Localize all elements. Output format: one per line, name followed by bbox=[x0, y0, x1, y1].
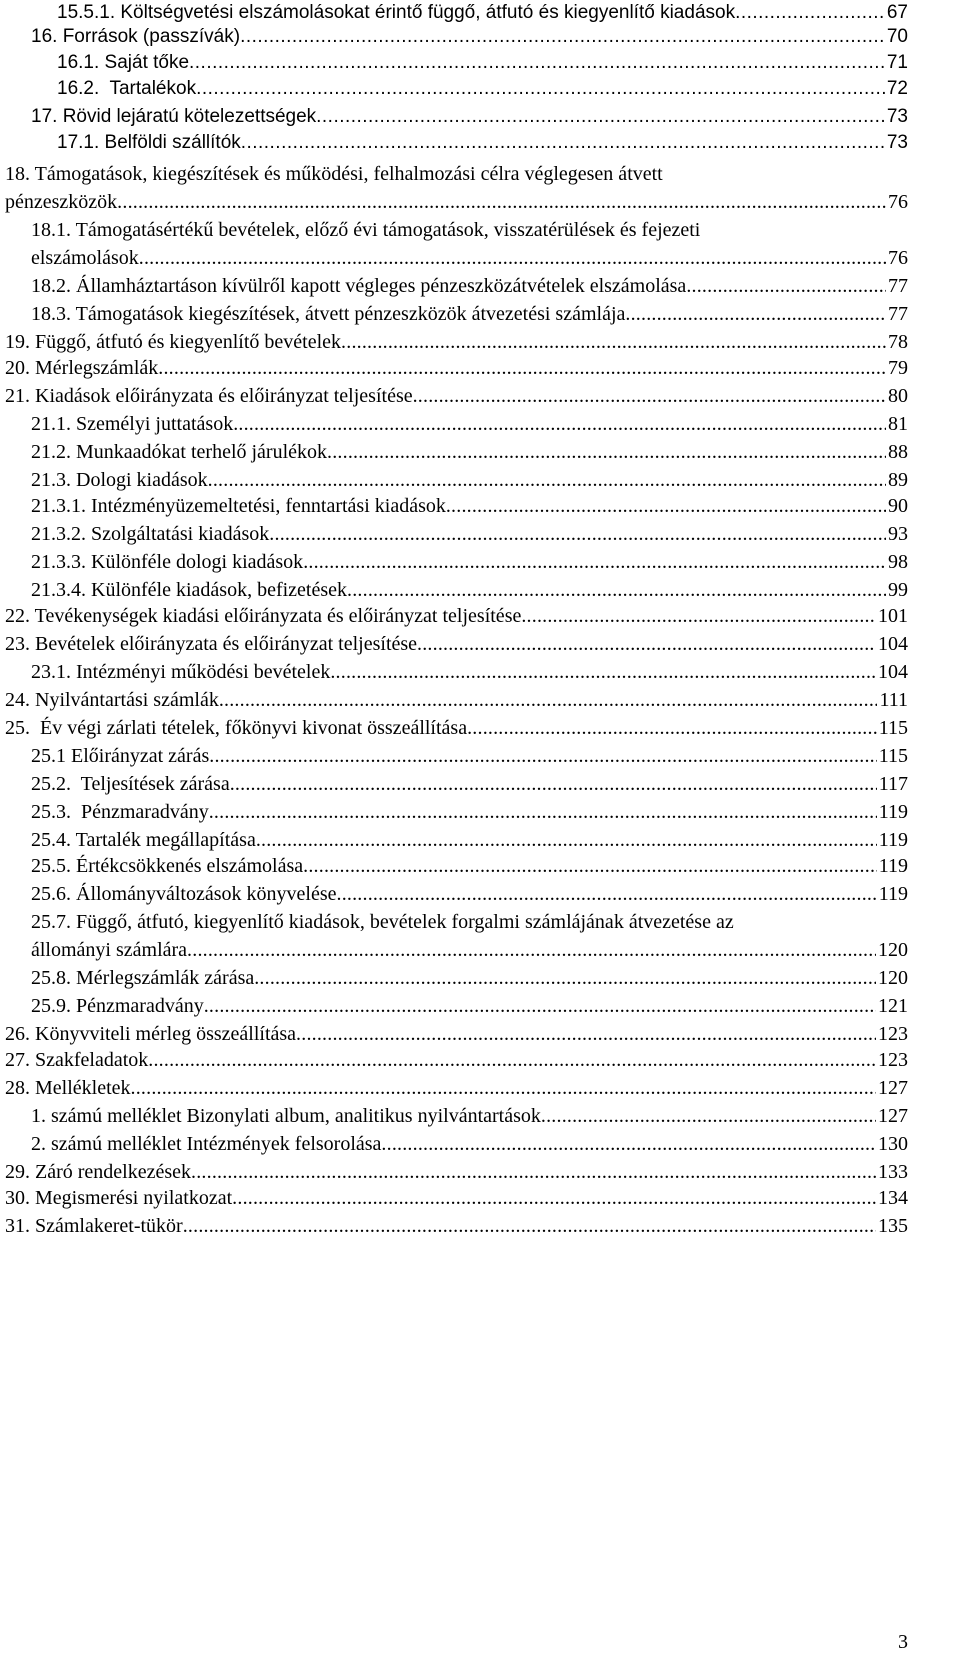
dot-leader bbox=[204, 992, 876, 1020]
toc-entry[interactable] bbox=[5, 686, 908, 714]
toc-entry-label: pénzeszközök bbox=[5, 191, 118, 213]
toc-entry[interactable] bbox=[31, 24, 908, 49]
toc-entry[interactable] bbox=[5, 354, 908, 382]
dot-leader bbox=[256, 826, 877, 854]
toc-entry-page: 120 bbox=[878, 939, 908, 961]
toc-entry-page: 104 bbox=[878, 661, 908, 683]
dot-leader bbox=[208, 466, 886, 494]
dot-leader bbox=[191, 1158, 876, 1186]
toc-entry-page: 77 bbox=[888, 275, 908, 297]
toc-entry-label: 23.1. Intézményi működési bevételek bbox=[31, 661, 331, 683]
toc-entry[interactable] bbox=[31, 520, 908, 548]
toc-entry-label: 22. Tevékenységek kiadási előirányzata és előirányzat teljesítése bbox=[5, 605, 522, 627]
dot-leader bbox=[337, 880, 877, 908]
dot-leader bbox=[446, 492, 886, 520]
toc-entry-page: 88 bbox=[888, 441, 908, 463]
dot-leader bbox=[541, 1102, 876, 1130]
toc-entry[interactable] bbox=[31, 798, 908, 826]
toc-entry-page: 123 bbox=[878, 1049, 908, 1071]
toc-entry-page: 101 bbox=[878, 605, 908, 627]
dot-leader bbox=[417, 630, 876, 658]
toc-entry-page: 77 bbox=[888, 303, 908, 325]
toc-entry-label: 25.5. Értékcsökkenés elszámolása bbox=[31, 855, 304, 877]
dot-leader bbox=[230, 770, 877, 798]
toc-entry[interactable] bbox=[31, 576, 908, 604]
toc-entry[interactable] bbox=[5, 328, 908, 356]
toc-entry-label: 25.3. Pénzmaradvány bbox=[31, 801, 209, 823]
toc-entry-page: 76 bbox=[888, 191, 908, 213]
toc-entry[interactable] bbox=[5, 1074, 908, 1102]
toc-entry-label: 25.2. Teljesítések zárása bbox=[31, 773, 230, 795]
toc-entry-page: 76 bbox=[888, 247, 908, 269]
dot-leader bbox=[467, 714, 877, 742]
toc-entry-page: 130 bbox=[878, 1133, 908, 1155]
dot-leader bbox=[735, 0, 885, 25]
toc-entry-page: 98 bbox=[888, 551, 908, 573]
dot-leader bbox=[269, 520, 886, 548]
dot-leader bbox=[381, 1130, 876, 1158]
dot-leader bbox=[117, 188, 886, 216]
toc-entry[interactable] bbox=[31, 466, 908, 494]
toc-entry-label: 25. Év végi zárlati tételek, főkönyvi kivonat összeállítása bbox=[5, 717, 468, 739]
dot-leader bbox=[241, 130, 885, 155]
toc-entry[interactable] bbox=[31, 548, 908, 576]
toc-entry[interactable] bbox=[31, 826, 908, 854]
toc-entry[interactable] bbox=[5, 1184, 908, 1212]
dot-leader bbox=[330, 658, 876, 686]
toc-entry[interactable] bbox=[5, 1158, 908, 1186]
toc-entry-label: 21.2. Munkaadókat terhelő járulékok bbox=[31, 441, 328, 463]
toc-entry-page: 78 bbox=[888, 331, 908, 353]
toc-entry[interactable] bbox=[31, 770, 908, 798]
toc-entry-page: 99 bbox=[888, 579, 908, 601]
toc-entry[interactable] bbox=[31, 438, 908, 466]
toc-entry[interactable] bbox=[57, 50, 908, 75]
dot-leader bbox=[303, 852, 877, 880]
toc-entry[interactable] bbox=[31, 964, 908, 992]
toc-entry[interactable] bbox=[31, 908, 908, 964]
dot-leader bbox=[254, 964, 876, 992]
toc-entry-label-line: 18. Támogatások, kiegészítések és működési, felhalmozási célra véglegesen átvett bbox=[5, 163, 663, 185]
toc-entry[interactable] bbox=[57, 76, 908, 101]
toc-entry[interactable] bbox=[5, 382, 908, 410]
toc-entry-label: 16. Források (passzívák) bbox=[31, 26, 241, 47]
toc-entry-page: 127 bbox=[878, 1077, 908, 1099]
toc-entry-label: 18.2. Államháztartáson kívülről kapott végleges pénzeszközátvételek elszámolása bbox=[31, 275, 687, 297]
toc-entry-page: 117 bbox=[878, 773, 908, 795]
toc-entry[interactable] bbox=[5, 1046, 908, 1074]
dot-leader bbox=[347, 576, 886, 604]
toc-entry-label: 25.6. Állományváltozások könyvelése bbox=[31, 883, 337, 905]
toc-entry-page: 73 bbox=[886, 132, 908, 153]
page-number: 3 bbox=[898, 1631, 908, 1653]
toc-entry-label: 23. Bevételek előirányzata és előirányzat teljesítése bbox=[5, 633, 418, 655]
toc-entry-page: 119 bbox=[878, 855, 908, 877]
toc-entry-label: 15.5.1. Költségvetési elszámolásokat érintő függő, átfutó és kiegyenlítő kiadások bbox=[57, 2, 736, 23]
dot-leader bbox=[189, 50, 885, 75]
toc-entry-label: 26. Könyvviteli mérleg összeállítása bbox=[5, 1023, 297, 1045]
toc-entry-label: 24. Nyilvántartási számlák bbox=[5, 689, 219, 711]
toc-entry-page: 119 bbox=[878, 801, 908, 823]
toc-entry[interactable] bbox=[31, 658, 908, 686]
toc-entry-page: 119 bbox=[878, 883, 908, 905]
toc-entry[interactable] bbox=[31, 216, 908, 272]
toc-entry[interactable] bbox=[5, 602, 908, 630]
toc-entry-label: 25.9. Pénzmaradvány bbox=[31, 995, 204, 1017]
toc-entry-page: 89 bbox=[888, 469, 908, 491]
toc-entry-page: 135 bbox=[878, 1215, 908, 1237]
toc-entry-label: 20. Mérlegszámlák bbox=[5, 357, 159, 379]
toc-entry[interactable] bbox=[31, 300, 908, 328]
toc-entry[interactable] bbox=[31, 272, 908, 300]
toc-entry[interactable] bbox=[5, 160, 908, 216]
toc-entry-label: 29. Záró rendelkezések bbox=[5, 1161, 192, 1183]
toc-entry-label-line: 25.7. Függő, átfutó, kiegyenlítő kiadások, bevételek forgalmi számlájának átvezetése az bbox=[31, 911, 734, 933]
dot-leader bbox=[139, 244, 886, 272]
toc-entry-page: 134 bbox=[878, 1187, 908, 1209]
toc-entry-label: 18.3. Támogatások kiegészítések, átvett pénzeszközök átvezetési számlája bbox=[31, 303, 626, 325]
toc-entry-label: 25.8. Mérlegszámlák zárása bbox=[31, 967, 255, 989]
toc-entry-page: 80 bbox=[888, 385, 908, 407]
dot-leader bbox=[233, 410, 886, 438]
toc-entry-label: 21.3.4. Különféle kiadások, befizetések bbox=[31, 579, 348, 601]
toc-entry[interactable] bbox=[5, 1212, 908, 1240]
dot-leader bbox=[327, 438, 886, 466]
toc-entry-page: 120 bbox=[878, 967, 908, 989]
toc-entry-label: 19. Függő, átfutó és kiegyenlítő bevételek bbox=[5, 331, 342, 353]
toc-entry[interactable] bbox=[31, 492, 908, 520]
toc-entry[interactable] bbox=[31, 742, 908, 770]
dot-leader bbox=[303, 548, 886, 576]
toc-entry-page: 104 bbox=[878, 633, 908, 655]
toc-entry-label: 30. Megismerési nyilatkozat bbox=[5, 1187, 233, 1209]
toc-entry[interactable] bbox=[57, 0, 908, 25]
toc-entry-label: 21. Kiadások előirányzata és előirányzat teljesítése bbox=[5, 385, 413, 407]
toc-entry-label: 21.3. Dologi kiadások bbox=[31, 469, 208, 491]
toc-entry-label: 17.1. Belföldi szállítók bbox=[57, 132, 241, 153]
toc-entry-label: 25.1 Előirányzat zárás bbox=[31, 745, 210, 767]
toc-entry[interactable] bbox=[31, 880, 908, 908]
toc-entry[interactable] bbox=[5, 714, 908, 742]
dot-leader bbox=[296, 1020, 876, 1048]
toc-entry-page: 111 bbox=[879, 689, 908, 711]
toc-entry-label: 16.1. Saját tőke bbox=[57, 52, 190, 73]
toc-entry-label-line: 18.1. Támogatásértékű bevételek, előző évi támogatások, visszatérülések és fejezeti bbox=[31, 219, 701, 241]
dot-leader bbox=[232, 1184, 876, 1212]
toc-entry-label: 21.3.1. Intézményüzemeltetési, fenntartási kiadások bbox=[31, 495, 446, 517]
dot-leader bbox=[413, 382, 886, 410]
dot-leader bbox=[183, 1212, 876, 1240]
dot-leader bbox=[521, 602, 876, 630]
dot-leader bbox=[686, 272, 886, 300]
dot-leader bbox=[158, 354, 886, 382]
toc-entry[interactable] bbox=[57, 130, 908, 155]
toc-entry-label: 27. Szakfeladatok bbox=[5, 1049, 149, 1071]
dot-leader bbox=[341, 328, 886, 356]
toc-entry-page: 127 bbox=[878, 1105, 908, 1127]
toc-entry-label: 31. Számlakeret-tükör bbox=[5, 1215, 183, 1237]
toc-entry-page: 133 bbox=[878, 1161, 908, 1183]
toc-entry-page: 119 bbox=[878, 829, 908, 851]
toc-entry-page: 123 bbox=[878, 1023, 908, 1045]
toc-entry-page: 73 bbox=[886, 106, 908, 127]
dot-leader bbox=[131, 1074, 876, 1102]
dot-leader bbox=[625, 300, 886, 328]
toc-entry-label: állományi számlára bbox=[31, 939, 188, 961]
toc-entry-page: 79 bbox=[888, 357, 908, 379]
toc-entry-label: 16.2. Tartalékok bbox=[57, 78, 197, 99]
dot-leader bbox=[209, 742, 876, 770]
toc-entry-page: 93 bbox=[888, 523, 908, 545]
toc-entry-label: 2. számú melléklet Intézmények felsorolása bbox=[31, 1133, 382, 1155]
toc-entry-page: 70 bbox=[886, 26, 908, 47]
toc-entry[interactable] bbox=[31, 410, 908, 438]
toc-entry-page: 72 bbox=[886, 78, 908, 99]
dot-leader bbox=[316, 104, 885, 129]
toc-entry-label: 21.1. Személyi juttatások bbox=[31, 413, 234, 435]
toc-entry-label: 21.3.2. Szolgáltatási kiadások bbox=[31, 523, 270, 545]
toc-entry[interactable] bbox=[31, 1130, 908, 1158]
toc-entry[interactable] bbox=[31, 104, 908, 129]
toc-entry-label: elszámolások bbox=[31, 247, 139, 269]
toc-entry-page: 71 bbox=[886, 52, 908, 73]
toc-entry-page: 90 bbox=[888, 495, 908, 517]
toc-entry-page: 81 bbox=[888, 413, 908, 435]
toc-entry-label: 21.3.3. Különféle dologi kiadások bbox=[31, 551, 304, 573]
dot-leader bbox=[187, 936, 876, 964]
toc-entry-page: 115 bbox=[878, 745, 908, 767]
toc-entry[interactable] bbox=[5, 630, 908, 658]
toc-entry-label: 1. számú melléklet Bizonylati album, analitikus nyilvántartások bbox=[31, 1105, 541, 1127]
toc-entry[interactable] bbox=[31, 852, 908, 880]
dot-leader bbox=[219, 686, 878, 714]
dot-leader bbox=[148, 1046, 876, 1074]
toc-entry-label: 17. Rövid lejáratú kötelezettségek bbox=[31, 106, 317, 127]
dot-leader bbox=[196, 76, 885, 101]
toc-entry-page: 115 bbox=[878, 717, 908, 739]
toc-entry[interactable] bbox=[31, 992, 908, 1020]
toc-entry-page: 67 bbox=[886, 2, 908, 23]
toc-entry[interactable] bbox=[31, 1102, 908, 1130]
dot-leader bbox=[209, 798, 877, 826]
toc-entry-page: 121 bbox=[878, 995, 908, 1017]
dot-leader bbox=[240, 24, 885, 49]
toc-entry-label: 25.4. Tartalék megállapítása bbox=[31, 829, 256, 851]
toc-entry[interactable] bbox=[5, 1020, 908, 1048]
toc-entry-label: 28. Mellékletek bbox=[5, 1077, 131, 1099]
